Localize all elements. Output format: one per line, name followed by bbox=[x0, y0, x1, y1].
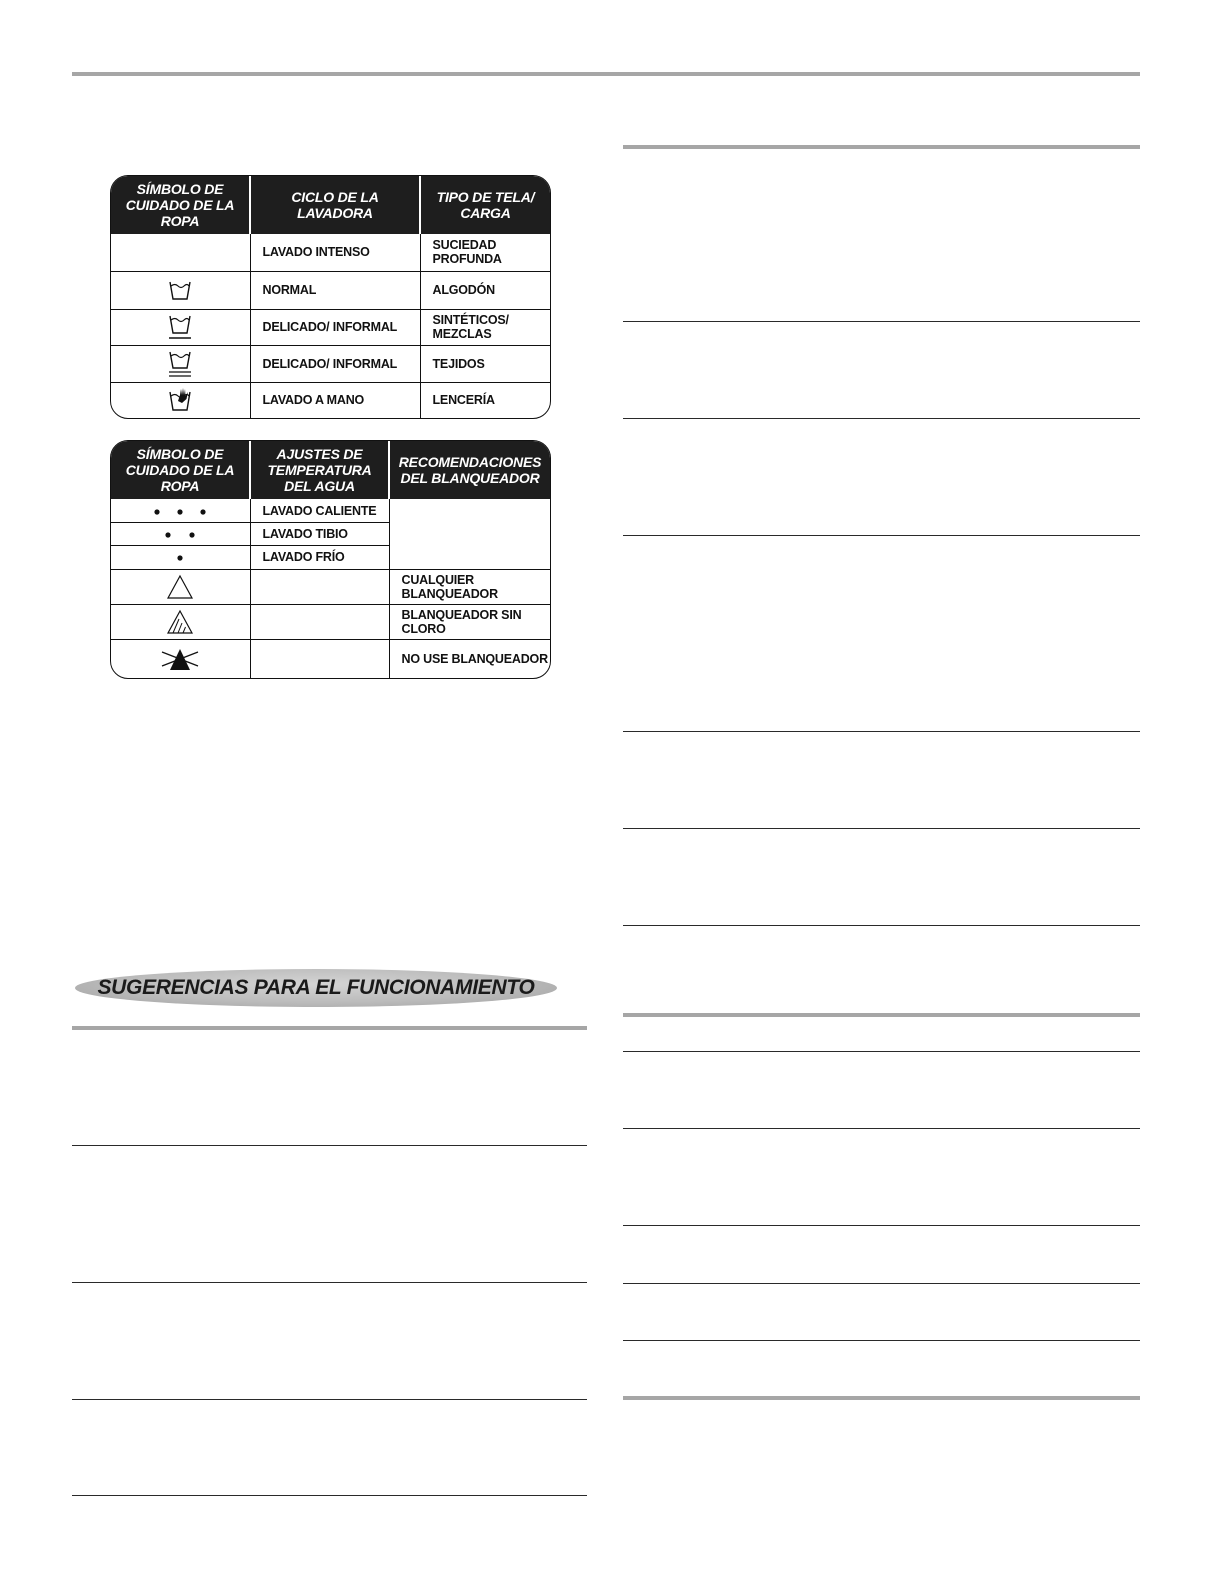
symbol-cell bbox=[111, 604, 250, 639]
symbol-cell bbox=[111, 234, 250, 271]
fabric-cell: TEJIDOS bbox=[420, 345, 550, 382]
fabric-cell: SINTÉTICOS/ MEZCLAS bbox=[420, 309, 550, 345]
temperature-cell: LAVADO CALIENTE bbox=[250, 499, 389, 522]
divider-thick bbox=[623, 1396, 1140, 1400]
header-care-symbol: SÍMBOLO DE CUIDADO DE LA ROPA bbox=[111, 441, 250, 499]
divider bbox=[72, 1399, 587, 1400]
bleach-cell bbox=[389, 499, 550, 569]
wash-tub-one-bar-icon bbox=[167, 313, 193, 341]
three-dots-icon bbox=[150, 507, 210, 517]
wash-cycle-table bbox=[110, 175, 551, 419]
header-bleach-recommendations: RECOMENDACIONES DEL BLANQUEADOR bbox=[389, 441, 550, 499]
divider bbox=[623, 418, 1140, 419]
divider bbox=[623, 1225, 1140, 1226]
divider bbox=[623, 828, 1140, 829]
table-row bbox=[111, 569, 550, 604]
cycle-cell: NORMAL bbox=[250, 271, 420, 309]
section-banner bbox=[75, 969, 557, 1007]
temperature-bleach-table bbox=[110, 440, 551, 679]
cycle-cell: LAVADO A MANO bbox=[250, 382, 420, 418]
symbol-cell bbox=[111, 499, 250, 522]
divider bbox=[623, 1051, 1140, 1052]
temperature-cell bbox=[250, 640, 389, 678]
two-dots-icon bbox=[160, 530, 200, 540]
divider bbox=[623, 1128, 1140, 1129]
table-row bbox=[111, 382, 550, 418]
fabric-cell: SUCIEDAD PROFUNDA bbox=[420, 234, 550, 271]
divider bbox=[72, 1282, 587, 1283]
divider bbox=[72, 1145, 587, 1146]
temperature-cell: LAVADO FRÍO bbox=[250, 546, 389, 569]
cycle-cell: DELICADO/ INFORMAL bbox=[250, 309, 420, 345]
symbol-cell bbox=[111, 382, 250, 418]
triangle-icon bbox=[166, 574, 194, 600]
table-row bbox=[111, 604, 550, 639]
temperature-cell bbox=[250, 604, 389, 639]
symbol-cell bbox=[111, 640, 250, 678]
divider bbox=[623, 731, 1140, 732]
crossed-filled-triangle-icon bbox=[158, 646, 202, 672]
hand-wash-icon bbox=[167, 387, 193, 413]
bleach-cell: NO USE BLANQUEADOR bbox=[389, 640, 550, 678]
divider bbox=[72, 1495, 587, 1496]
bleach-cell: CUALQUIER BLANQUEADOR bbox=[389, 569, 550, 604]
bleach-cell: BLANQUEADOR SIN CLORO bbox=[389, 604, 550, 639]
wash-tub-icon bbox=[167, 278, 193, 302]
table-row bbox=[111, 271, 550, 309]
table-row bbox=[111, 499, 550, 522]
symbol-cell bbox=[111, 546, 250, 569]
header-wash-cycle: CICLO DE LA LAVADORA bbox=[250, 176, 420, 234]
wash-tub-two-bars-icon bbox=[167, 349, 193, 379]
table-row bbox=[111, 640, 550, 678]
header-water-temperature: AJUSTES DE TEMPERATURA DEL AGUA bbox=[250, 441, 389, 499]
divider bbox=[623, 1340, 1140, 1341]
left-column-rule bbox=[72, 1026, 587, 1030]
table-row bbox=[111, 345, 550, 382]
cycle-cell: LAVADO INTENSO bbox=[250, 234, 420, 271]
divider bbox=[623, 321, 1140, 322]
divider bbox=[623, 925, 1140, 926]
table-row bbox=[111, 309, 550, 345]
symbol-cell bbox=[111, 345, 250, 382]
temperature-cell bbox=[250, 569, 389, 604]
fabric-cell: ALGODÓN bbox=[420, 271, 550, 309]
symbol-cell bbox=[111, 569, 250, 604]
fabric-cell: LENCERÍA bbox=[420, 382, 550, 418]
cycle-cell: DELICADO/ INFORMAL bbox=[250, 345, 420, 382]
striped-triangle-icon bbox=[166, 609, 194, 635]
symbol-cell bbox=[111, 271, 250, 309]
top-rule bbox=[72, 72, 1140, 76]
table-row bbox=[111, 234, 550, 271]
header-fabric-type: TIPO DE TELA/ CARGA bbox=[420, 176, 550, 234]
symbol-cell bbox=[111, 523, 250, 546]
temperature-cell: LAVADO TIBIO bbox=[250, 523, 389, 546]
section-banner-title: SUGERENCIAS PARA EL FUNCIONAMIENTO bbox=[97, 976, 535, 999]
header-care-symbol: SÍMBOLO DE CUIDADO DE LA ROPA bbox=[111, 176, 250, 234]
symbol-cell bbox=[111, 309, 250, 345]
right-column-top-rule bbox=[623, 145, 1140, 149]
divider-thick bbox=[623, 1013, 1140, 1017]
divider bbox=[623, 535, 1140, 536]
one-dot-icon bbox=[175, 553, 185, 563]
divider bbox=[623, 1283, 1140, 1284]
